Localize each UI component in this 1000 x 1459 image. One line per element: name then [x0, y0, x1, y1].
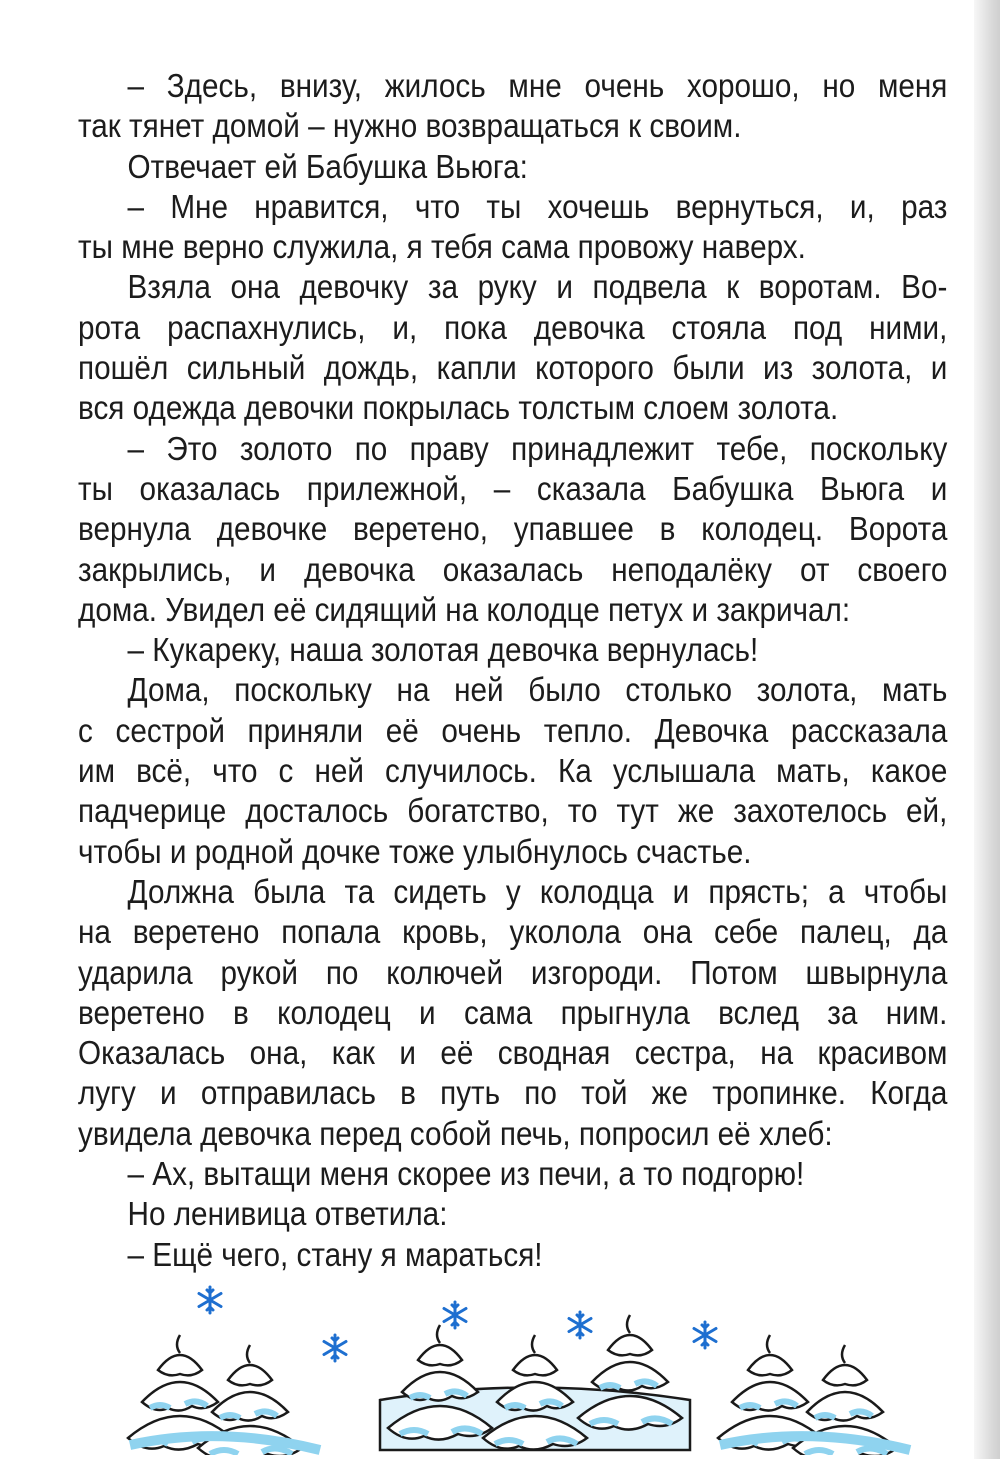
text-line: Должна была та сидеть у колодца и прясть; а чтобы — [127, 872, 948, 910]
text-line: падчерице досталось богатство, то тут же захотелось ей, — [78, 792, 948, 830]
text-line: закрылись, и девочка оказалась неподалёку от своего — [78, 550, 948, 588]
text-line: им всё, что с ней случилось. Ка услышала мать, какое — [78, 752, 948, 790]
text-line: Оказалась она, как и её сводная сестра, на красивом — [78, 1034, 948, 1072]
snowflake-icon — [324, 1335, 346, 1361]
story-text — [78, 66, 948, 1275]
text-line: – Кукареку, наша золотая девочка вернулась! — [127, 631, 759, 669]
text-line: Дома, поскольку на ней было столько золота, мать — [127, 671, 948, 709]
text-line: чтобы и родной дочке тоже улыбнулось счастье. — [78, 832, 752, 870]
left-tree-group — [128, 1335, 320, 1455]
text-line: рота распахнулись, и, пока девочка стояла под ними, — [78, 308, 948, 346]
text-line: так тянет домой – нужно возвращаться к своим. — [78, 107, 742, 145]
text-line: ты мне верно служила, я тебя сама провожу наверх. — [78, 228, 806, 266]
text-line: – Это золото по праву принадлежит тебе, поскольку — [127, 429, 948, 467]
right-tree-group — [718, 1335, 910, 1455]
text-line: Но ленивица ответила: — [127, 1195, 448, 1233]
text-line: – Здесь, внизу, жилось мне очень хорошо, но меня — [127, 67, 948, 104]
text-line: вся одежда девочки покрылась толстым слоем золота. — [78, 389, 839, 427]
text-line: – Мне нравится, что ты хочешь вернуться, и, раз — [127, 187, 948, 225]
text-line: пошёл сильный дождь, капли которого были из золота, и — [78, 349, 948, 387]
snowflake-icon — [199, 1287, 221, 1313]
snowflake-icon — [694, 1322, 716, 1348]
text-line: ты оказалась прилежной, – сказала Бабушка Вьюга и — [78, 469, 948, 507]
text-line: дома. Увидел её сидящий на колодце петух и закричал: — [78, 590, 851, 628]
text-line: увидела девочка перед собой печь, попросил её хлеб: — [78, 1114, 833, 1152]
text-line: Отвечает ей Бабушка Вьюга: — [127, 147, 528, 185]
page-edge-shadow — [974, 0, 1000, 1459]
text-line: Взяла она девочку за руку и подвела к воротам. Во- — [127, 268, 948, 306]
text-line: на веретено попала кровь, уколола она себе палец, да — [78, 913, 948, 951]
text-line: вернула девочке веретено, упавшее в колодец. Ворота — [78, 510, 948, 548]
text-line: лугу и отправилась в путь по той же тропинке. Когда — [78, 1074, 948, 1112]
text-line: – Ах, вытащи меня скорее из печи, а то подгорю! — [127, 1155, 805, 1193]
snowflake-icon — [569, 1312, 591, 1338]
text-line: веретено в колодец и сама прыгнула вслед за ним. — [78, 993, 948, 1031]
text-line: – Ещё чего, стану я мараться! — [127, 1235, 543, 1273]
winter-trees-illustration — [110, 1280, 970, 1455]
middle-tree-group — [380, 1315, 690, 1450]
text-line: с сестрой приняли её очень тепло. Девочка рассказала — [78, 711, 948, 749]
snowflake-icon — [444, 1302, 466, 1328]
text-line: ударила рукой по колючей изгороди. Потом швырнула — [78, 953, 948, 991]
